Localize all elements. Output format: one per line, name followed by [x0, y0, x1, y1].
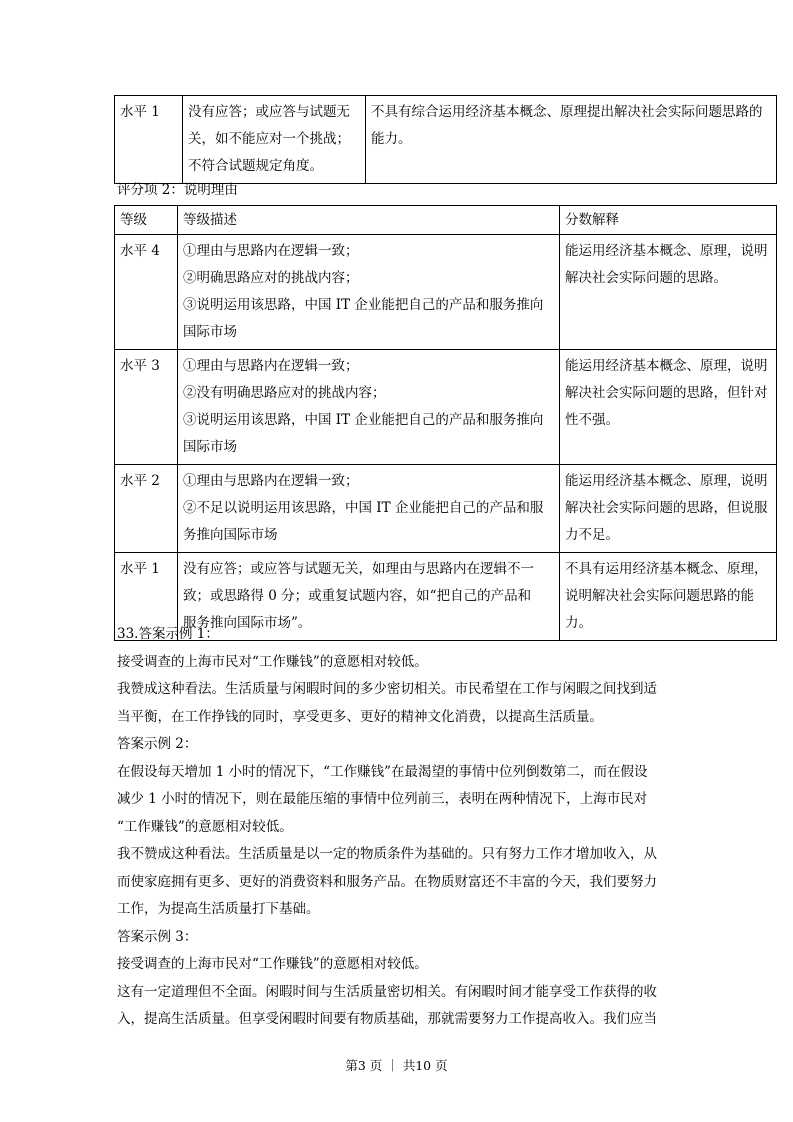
desc-line: 务推向国际市场	[183, 527, 278, 543]
desc-cell	[178, 465, 560, 553]
header-desc: 等级描述	[178, 206, 560, 235]
explain-line: 不具有运用经济基本概念、原理，	[565, 561, 768, 577]
scoring-table-1-body	[115, 96, 777, 184]
desc-cell	[183, 96, 366, 184]
desc-line: ②不足以说明运用该思路，中国 IT 企业能把自己的产品和服	[183, 500, 544, 516]
page-footer: 第3 页 ｜ 共10 页	[345, 1058, 448, 1073]
explain-cell	[366, 96, 777, 184]
explain-line: 性不强。	[565, 412, 619, 428]
body-line: 工作，为提高生活质量打下基础。	[117, 901, 320, 917]
desc-line: ②明确思路应对的挑战内容；	[183, 270, 359, 286]
desc-line: 关，如不能应对一个挑战；	[188, 131, 350, 147]
desc-line: 服务推向国际市场”。	[183, 615, 312, 631]
scoring-table-2-header	[115, 206, 777, 235]
desc-line: ③说明运用该思路，中国 IT 企业能把自己的产品和服务推向	[183, 297, 544, 313]
body-line: 答案示例 3：	[117, 928, 198, 945]
header-level: 等级	[115, 206, 178, 235]
level-cell: 水平 3	[115, 350, 178, 465]
answer-examples	[117, 621, 682, 1034]
explain-line: 解决社会实际问题的思路。	[565, 270, 727, 286]
desc-line: 不符合试题规定角度。	[188, 158, 323, 174]
desc-line: ②没有明确思路应对的挑战内容；	[183, 385, 386, 401]
explain-line: 能力。	[371, 131, 412, 147]
explain-cell	[560, 235, 777, 350]
body-line: 减少 1 小时的情况下，则在最能压缩的事情中位列前三，表明在两种情况下，上海市民对	[117, 791, 648, 807]
explain-cell	[560, 465, 777, 553]
body-line: 而使家庭拥有更多、更好的消费资料和服务产品。在物质财富还不丰富的今天，我们要努力	[117, 873, 657, 890]
body-line: 这有一定道理但不全面。闲暇时间与生活质量密切相关。有闲暇时间才能享受工作获得的收	[117, 983, 657, 1000]
desc-cell	[178, 235, 560, 350]
desc-line: 国际市场	[183, 324, 237, 340]
explain-line: 力。	[565, 615, 592, 631]
desc-line: ①理由与思路内在逻辑一致；	[183, 243, 359, 259]
table-row	[115, 465, 777, 553]
desc-line: 国际市场	[183, 439, 237, 455]
item2-label: 评分项 2：说明理由	[117, 182, 238, 198]
desc-cell	[178, 350, 560, 465]
body-line: 我赞成这种看法。生活质量与闲暇时间的多少密切相关。市民希望在工作与闲暇之间找到适	[117, 681, 657, 697]
table-row	[115, 96, 777, 184]
explain-line: 能运用经济基本概念、原理，说明	[565, 243, 768, 259]
explain-line: 能运用经济基本概念、原理，说明	[565, 473, 768, 489]
header-explain: 分数解释	[560, 206, 777, 235]
body-line: 33.答案示例 1：	[117, 626, 219, 642]
body-line: 接受调查的上海市民对“工作赚钱”的意愿相对较低。	[117, 956, 428, 972]
body-line: 入，提高生活质量。但享受闲暇时间要有物质基础，那就需要努力工作提高收入。我们应当	[117, 1011, 657, 1027]
desc-line: ①理由与思路内在逻辑一致；	[183, 358, 359, 374]
desc-line: 没有应答；或应答与试题无关，如理由与思路内在逻辑不一	[183, 561, 534, 577]
explain-line: 力不足。	[565, 527, 619, 543]
level-cell: 水平 4	[115, 235, 178, 350]
body-line: 接受调查的上海市民对“工作赚钱”的意愿相对较低。	[117, 653, 428, 670]
level-cell: 水平 1	[115, 553, 178, 641]
level-cell: 水平 1	[115, 96, 183, 184]
body-line: 在假设每天增加 1 小时的情况下，“工作赚钱”在最渴望的事情中位列倒数第二，而在假设	[117, 763, 648, 780]
desc-line: ①理由与思路内在逻辑一致；	[183, 473, 359, 489]
explain-line: 不具有综合运用经济基本概念、原理提出解决社会实际问题思路的	[371, 104, 763, 120]
scoring-table-1	[114, 95, 777, 184]
explain-cell	[560, 350, 777, 465]
desc-line: 没有应答；或应答与试题无	[188, 104, 350, 120]
body-line: 我不赞成这种看法。生活质量是以一定的物质条件为基础的。只有努力工作才增加收入，从	[117, 846, 657, 862]
body-line: “工作赚钱”的意愿相对较低。	[117, 818, 293, 835]
table-row	[115, 235, 777, 350]
explain-line: 能运用经济基本概念、原理，说明	[565, 358, 768, 374]
body-line: 答案示例 2：	[117, 736, 198, 752]
desc-line: 致；或思路得 0 分；或重复试题内容，如“把自己的产品和	[183, 588, 532, 604]
scoring-table-2	[114, 205, 777, 641]
level-cell: 水平 2	[115, 465, 178, 553]
body-line: 当平衡，在工作挣钱的同时，享受更多、更好的精神文化消费，以提高生活质量。	[117, 708, 603, 725]
explain-line: 说明解决社会实际问题思路的能	[565, 588, 754, 604]
explain-line: 解决社会实际问题的思路，但针对	[565, 385, 768, 401]
table-row	[115, 350, 777, 465]
desc-line: ③说明运用该思路，中国 IT 企业能把自己的产品和服务推向	[183, 412, 544, 428]
scoring-table-2-body	[115, 235, 777, 641]
explain-line: 解决社会实际问题的思路，但说服	[565, 500, 768, 516]
